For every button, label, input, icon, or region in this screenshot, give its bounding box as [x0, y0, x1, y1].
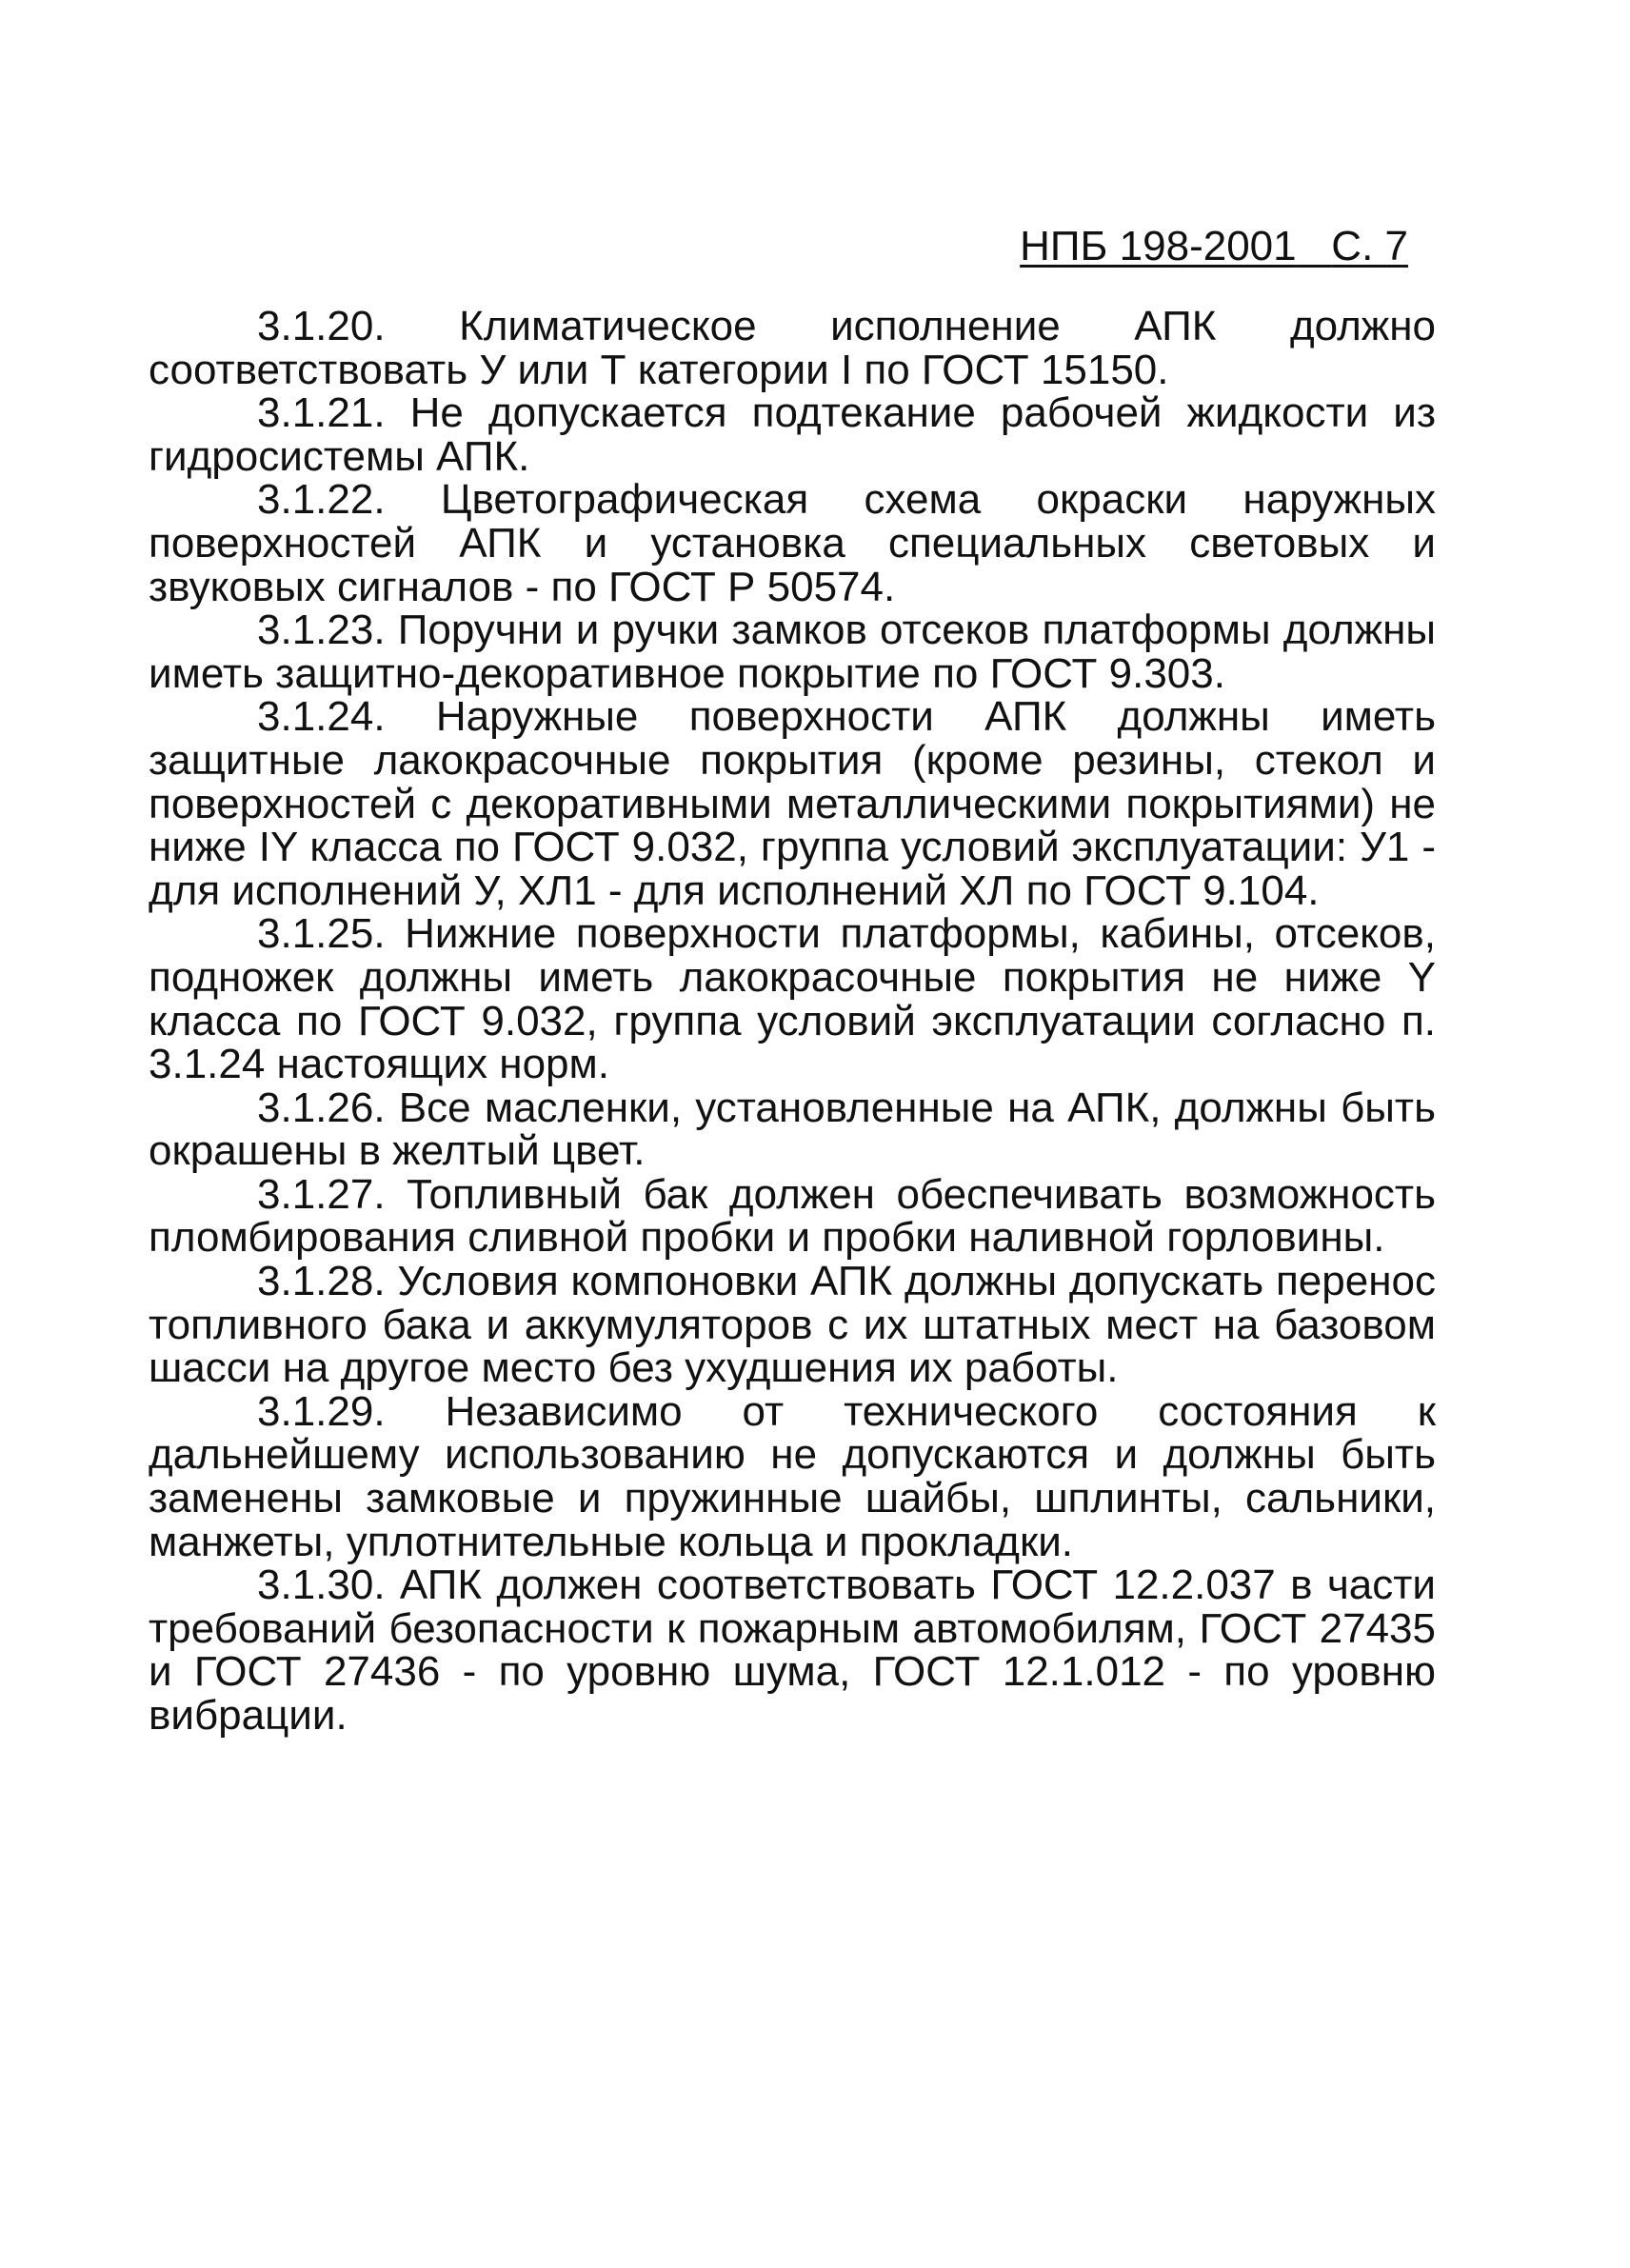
paragraph-3-1-23: 3.1.23. Поручни и ручки замков отсеков платформы должны иметь защитно-декоративное покрытие по ГОСТ 9.303. [149, 607, 1436, 697]
page-number: С. 7 [1331, 223, 1408, 269]
paragraph-3-1-25: 3.1.25. Нижние поверхности платформы, кабины, отсеков, подножек должны иметь лакокрасочные покрытия не ниже Y класса по ГОСТ 9.032, группа условий эксплуатации согласно п. 3.1.24 настоящих норм. [149, 910, 1436, 1088]
paragraph-3-1-30: 3.1.30. АПК должен соответствовать ГОСТ 12.2.037 в части требований безопасности к пожарным автомобилям, ГОСТ 27435 и ГОСТ 27436 - по уровню шума, ГОСТ 12.1.012 - по уровню вибрации. [149, 1562, 1436, 1739]
paragraph-3-1-26: 3.1.26. Все масленки, установленные на АПК, должны быть окрашены в желтый цвет. [149, 1084, 1436, 1175]
doc-code: НПБ 198-2001 [1020, 223, 1297, 269]
paragraph-3-1-24: 3.1.24. Наружные поверхности АПК должны иметь защитные лакокрасочные покрытия (кроме резины, стекол и поверхностей с декоративными металлическими покрытиями) не ниже IY класса по ГОСТ 9.032, группа условий эксплуатации: У1 - для исполнений У, ХЛ1 - для исполнений ХЛ по ГОСТ 9.104. [149, 693, 1436, 914]
paragraph-3-1-20: 3.1.20. Климатическое исполнение АПК должно соответствовать У или Т категории I по ГОСТ 15150. [149, 303, 1436, 393]
paragraph-3-1-22: 3.1.22. Цветографическая схема окраски наружных поверхностей АПК и установка специальных световых и звуковых сигналов - по ГОСТ Р 50574. [149, 476, 1436, 610]
paragraph-3-1-29: 3.1.29. Независимо от технического состояния к дальнейшему использованию не допускаются и должны быть заменены замковые и пружинные шайбы, шплинты, сальники, манжеты, уплотнительные кольца и прокладки. [149, 1387, 1436, 1565]
page-header [1020, 221, 1408, 272]
paragraph-3-1-28: 3.1.28. Условия компоновки АПК должны допускать перенос топливного бака и аккумуляторов с их штатных мест на базовом шасси на другое место без ухудшения их работы. [149, 1258, 1436, 1392]
paragraph-3-1-27: 3.1.27. Топливный бак должен обеспечивать возможность пломбирования сливной пробки и пробки наливной горловины. [149, 1170, 1436, 1262]
body-text [149, 305, 1436, 1738]
paragraph-3-1-21: 3.1.21. Не допускается подтекание рабочей жидкости из гидросистемы АПК. [149, 389, 1436, 480]
